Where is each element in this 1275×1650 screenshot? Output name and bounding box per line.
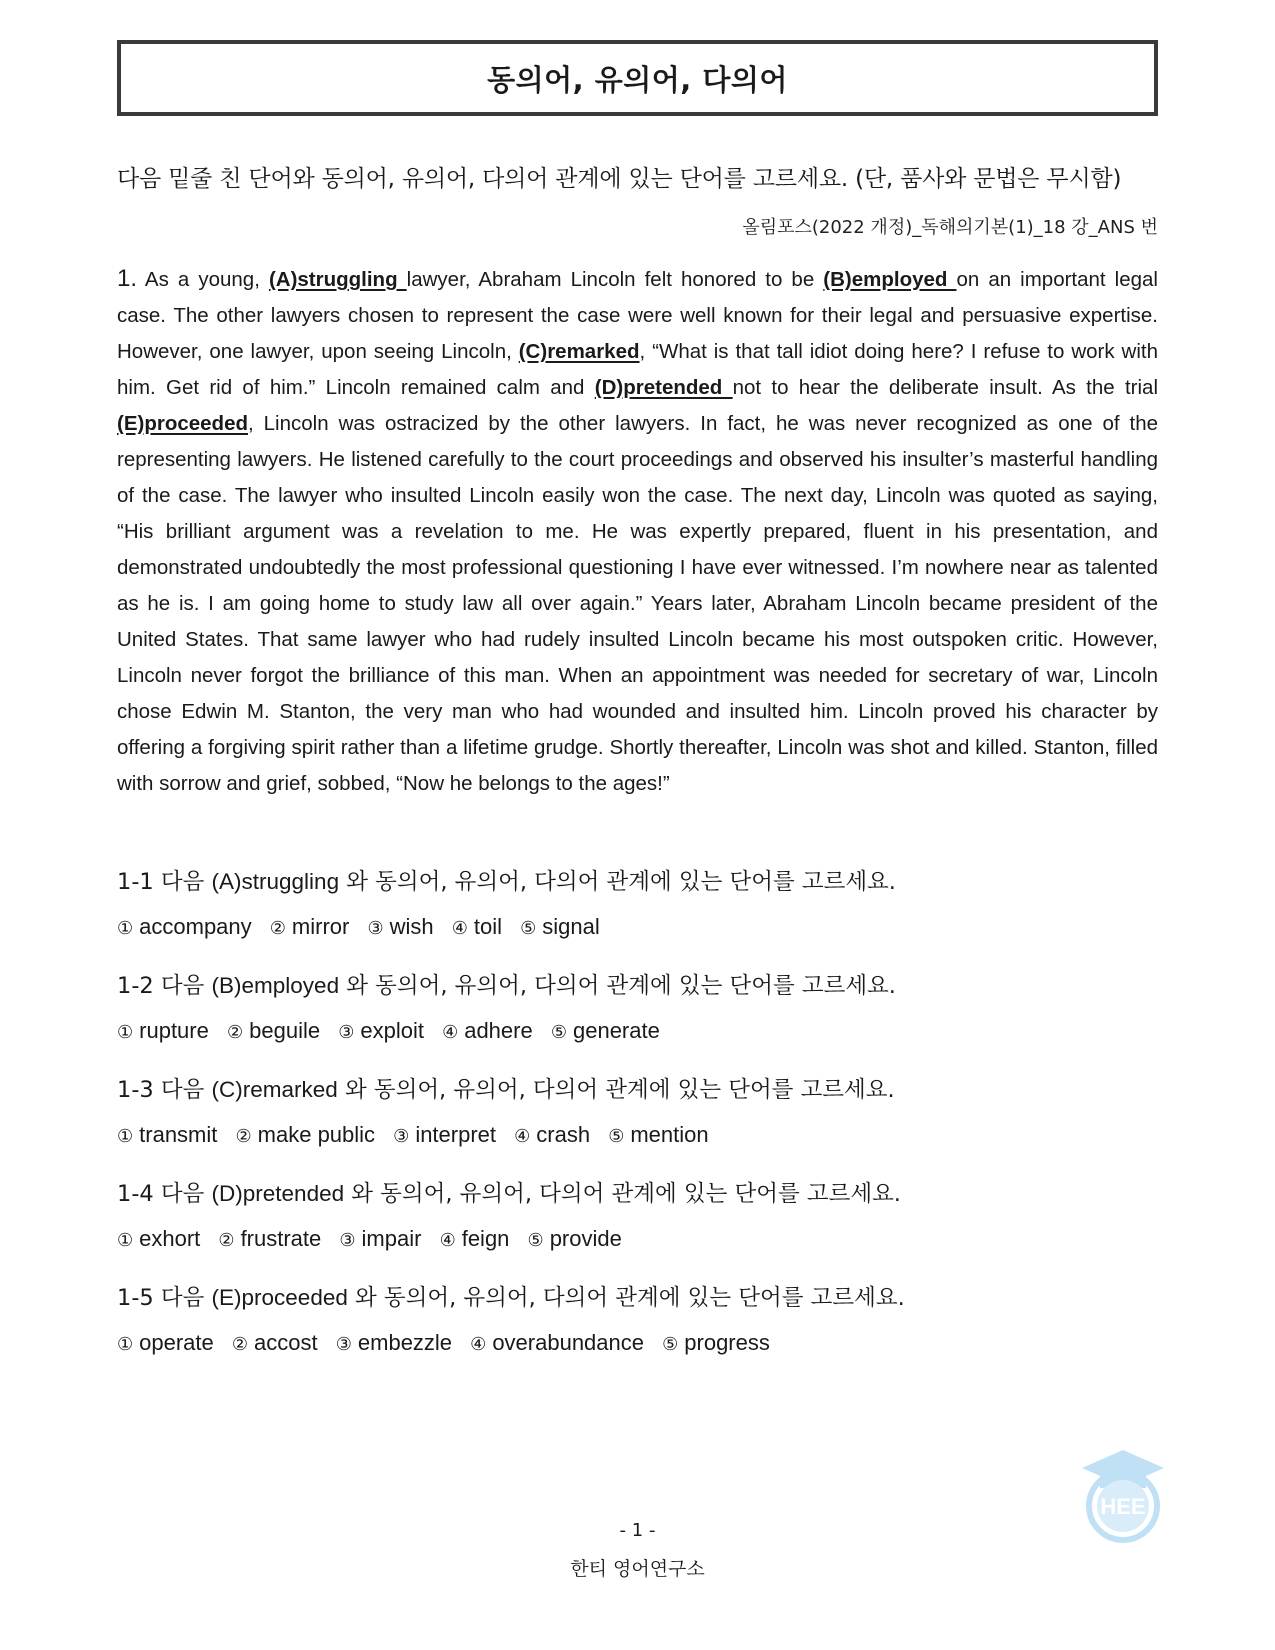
choice-text: generate	[572, 1018, 660, 1043]
choice-text: frustrate	[240, 1226, 322, 1251]
choice-5[interactable]	[551, 1018, 660, 1043]
choice-list	[117, 1016, 1158, 1048]
choice-2[interactable]	[270, 914, 350, 939]
choice-mark: ⑤	[608, 1126, 625, 1147]
choice-2[interactable]	[227, 1018, 320, 1043]
passage-number: 1.	[117, 265, 138, 292]
question-label: 1-2 다음	[117, 973, 212, 999]
choice-text: signal	[542, 914, 600, 939]
choice-mark: ②	[218, 1230, 235, 1251]
question-suffix: 와 동의어, 유의어, 다의어 관계에 있는 단어를 고르세요.	[337, 1077, 895, 1103]
passage-text: , “What is that tall idiot doing here? I refuse to work with him. Get rid of him.” Lincoln remained calm and	[117, 340, 1158, 399]
choice-list	[117, 1224, 1158, 1256]
choice-5[interactable]	[662, 1330, 770, 1355]
choice-text: make public	[257, 1122, 376, 1147]
question-word: (B)employed	[211, 973, 340, 998]
logo-text: HEE	[1100, 1494, 1146, 1519]
choice-text: wish	[389, 914, 434, 939]
choice-5[interactable]	[608, 1122, 708, 1147]
choice-mark: ④	[451, 918, 468, 939]
page-number: - 1 -	[619, 1520, 656, 1541]
passage-text: , Lincoln was ostracized by the other lawyers. In fact, he was never recognized as one of the representing lawyers. He listened carefully to the court proceedings and observed his insulter’s masterful handling of the case. The lawyer who insulted Lincoln easily won the case. The next day, Lincoln was quoted as saying, “His brilliant argument was a revelation to me. He was expertly prepared, fluent in his presentation, and demonstrated undoubtedly the most professional questioning I have ever witnessed. I’m nowhere near as talented as he is. I am going home to study law all over again.” Years later, Abraham Lincoln became president of the United States. That same lawyer who had rudely insulted Lincoln became his most outspoken critic. However, Lincoln never forgot the brilliance of this man. When an appointment was needed for secretary of war, Lincoln chose Edwin M. Stanton, the very man who had wounded and insulted him. Lincoln proved his character by offering a forgiving spirit rather than a lifetime grudge. Shortly thereafter, Lincoln was shot and killed. Stanton, filled with sorrow and grief, sobbed, “Now he belongs to the ages!”	[117, 412, 1158, 795]
target-word-a: (A)struggling	[268, 268, 407, 291]
choice-mark: ④	[439, 1230, 456, 1251]
choice-2[interactable]	[218, 1226, 321, 1251]
target-word-e: (E)proceeded	[117, 412, 248, 435]
choice-text: provide	[549, 1226, 622, 1251]
page	[117, 40, 1158, 1386]
choice-mark: ④	[442, 1022, 459, 1043]
choice-text: operate	[139, 1330, 214, 1355]
choice-mark: ③	[335, 1334, 352, 1355]
choice-text: mirror	[291, 914, 350, 939]
choice-3[interactable]	[336, 1330, 452, 1355]
instruction: 다음 밑줄 친 단어와 동의어, 유의어, 다의어 관계에 있는 단어를 고르세요. (단, 품사와 문법은 무시함)	[117, 166, 1122, 192]
target-word-b: (B)employed	[823, 268, 957, 291]
target-word-c: (C)remarked	[518, 340, 640, 363]
choice-mark: ②	[235, 1126, 252, 1147]
choice-text: exhort	[139, 1226, 201, 1251]
choice-mark: ④	[470, 1334, 487, 1355]
choice-text: rupture	[139, 1018, 209, 1043]
question-suffix: 와 동의어, 유의어, 다의어 관계에 있는 단어를 고르세요.	[347, 1285, 905, 1311]
page-title: 동의어, 유의어, 다의어	[487, 62, 788, 97]
choice-text: crash	[536, 1122, 591, 1147]
choice-text: accost	[254, 1330, 318, 1355]
choice-text: feign	[461, 1226, 510, 1251]
choice-4[interactable]	[440, 1226, 510, 1251]
passage	[117, 261, 1158, 802]
question-list	[117, 866, 1158, 1360]
title-box	[117, 40, 1158, 116]
question-suffix: 와 동의어, 유의어, 다의어 관계에 있는 단어를 고르세요.	[339, 869, 896, 895]
choice-5[interactable]	[528, 1226, 622, 1251]
question-prompt	[117, 1074, 1158, 1106]
choice-mark: ①	[117, 1022, 134, 1043]
question-label: 1-4 다음	[117, 1181, 212, 1207]
question-prompt	[117, 970, 1158, 1002]
passage-text: not to hear the deliberate insult. As the trial	[732, 376, 1159, 399]
choice-mark: ③	[393, 1126, 410, 1147]
choice-mark: ①	[117, 1126, 134, 1147]
question-prompt	[117, 1282, 1158, 1314]
question-1-3	[117, 1074, 1158, 1152]
choice-1[interactable]	[117, 914, 252, 939]
choice-mark: ②	[269, 918, 286, 939]
choice-mark: ④	[514, 1126, 531, 1147]
choice-text: toil	[473, 914, 503, 939]
question-suffix: 와 동의어, 유의어, 다의어 관계에 있는 단어를 고르세요.	[344, 1181, 901, 1207]
passage-text: As a young,	[137, 268, 269, 291]
choice-mark: ③	[367, 918, 384, 939]
choice-4[interactable]	[442, 1018, 533, 1043]
choice-3[interactable]	[339, 1226, 421, 1251]
choice-mark: ①	[117, 1230, 134, 1251]
question-1-2	[117, 970, 1158, 1048]
choice-mark: ②	[226, 1022, 244, 1043]
source-reference: 올림포스(2022 개정)_독해의기본(1)_18 강_ANS 번	[742, 217, 1158, 238]
target-word-d: (D)pretended	[594, 376, 733, 399]
choice-1[interactable]	[117, 1018, 209, 1043]
choice-3[interactable]	[367, 914, 433, 939]
choice-mark: ⑤	[662, 1334, 679, 1355]
choice-4[interactable]	[514, 1122, 590, 1147]
choice-3[interactable]	[338, 1018, 424, 1043]
choice-4[interactable]	[452, 914, 502, 939]
choice-1[interactable]	[117, 1122, 217, 1147]
choice-4[interactable]	[470, 1330, 644, 1355]
choice-mark: ⑤	[527, 1230, 544, 1251]
passage-text: on an important legal case. The other lawyers chosen to represent the case were well known for their legal and persuasive expertise. However, one lawyer, upon seeing Lincoln,	[117, 268, 1158, 363]
choice-mark: ⑤	[550, 1022, 567, 1043]
choice-1[interactable]	[117, 1226, 200, 1251]
question-label: 1-1 다음	[117, 869, 212, 895]
choice-list	[117, 912, 1158, 944]
question-1-4	[117, 1178, 1158, 1256]
question-prompt	[117, 1178, 1158, 1210]
choice-list	[117, 1120, 1158, 1152]
question-word: (C)remarked	[211, 1077, 338, 1102]
choice-list	[117, 1328, 1158, 1360]
question-suffix: 와 동의어, 유의어, 다의어 관계에 있는 단어를 고르세요.	[339, 973, 896, 999]
choice-text: accompany	[139, 914, 252, 939]
question-word: (E)proceeded	[211, 1285, 348, 1310]
choice-text: progress	[684, 1330, 770, 1355]
choice-text: beguile	[249, 1018, 321, 1043]
footer-organization: 한티 영어연구소	[570, 1558, 705, 1580]
passage-text: lawyer, Abraham Lincoln felt honored to be	[406, 268, 824, 291]
choice-text: embezzle	[357, 1330, 453, 1355]
question-label: 1-5 다음	[117, 1285, 212, 1311]
choice-mark: ③	[339, 1230, 356, 1251]
choice-1[interactable]	[117, 1330, 214, 1355]
choice-text: mention	[630, 1122, 709, 1147]
choice-text: interpret	[415, 1122, 497, 1147]
question-1-5	[117, 1282, 1158, 1360]
choice-2[interactable]	[232, 1330, 318, 1355]
choice-mark: ③	[338, 1022, 355, 1043]
choice-text: exploit	[360, 1018, 424, 1043]
choice-mark: ⑤	[520, 918, 537, 939]
choice-mark: ②	[231, 1334, 249, 1355]
choice-text: overabundance	[492, 1330, 644, 1355]
question-word: (A)struggling	[211, 869, 340, 894]
choice-mark: ①	[117, 1334, 134, 1355]
choice-text: impair	[361, 1226, 422, 1251]
choice-3[interactable]	[393, 1122, 496, 1147]
choice-text: transmit	[139, 1122, 218, 1147]
choice-2[interactable]	[236, 1122, 376, 1147]
question-1-1	[117, 866, 1158, 944]
choice-5[interactable]	[520, 914, 600, 939]
choice-text: adhere	[464, 1018, 533, 1043]
question-word: (D)pretended	[211, 1181, 345, 1206]
question-label: 1-3 다음	[117, 1077, 212, 1103]
question-prompt	[117, 866, 1158, 898]
choice-mark: ①	[117, 918, 134, 939]
